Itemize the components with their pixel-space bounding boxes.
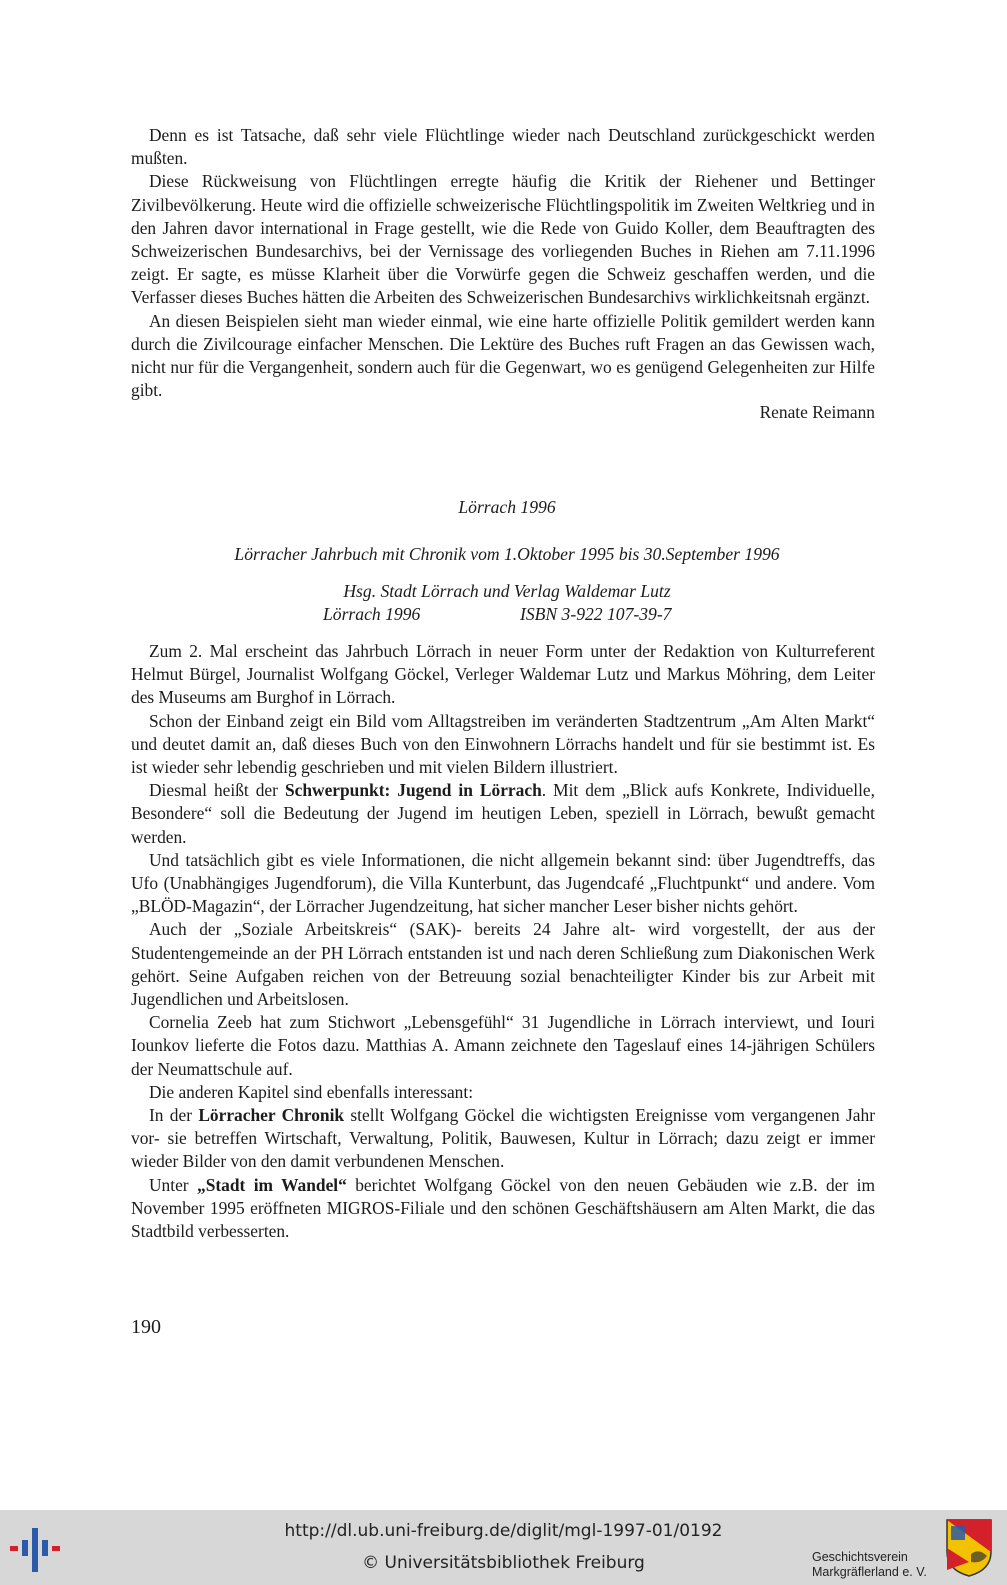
- society-line: Markgräflerland e. V.: [812, 1565, 927, 1579]
- book-publisher: Hsg. Stadt Lörrach und Verlag Waldemar Lutz: [343, 581, 671, 601]
- society-line: Geschichtsverein: [812, 1550, 908, 1564]
- book-title: Lörrach 1996: [458, 497, 556, 517]
- text-run: stellt Wolfgang Göckel die wichtigsten Ereignisse vom vergangenen Jahr vor- sie betreffen Wirtschaft, Verwaltung, Politik, Bauwesen, Kultur in Lörrach; dazu zeigt er immer wieder Bilder von den damit verbundenen Menschen.: [131, 1105, 875, 1172]
- page-number: 190: [131, 1316, 161, 1338]
- review-body: [131, 640, 875, 1243]
- text-run: Diesmal heißt der: [149, 780, 285, 801]
- paragraph: [131, 779, 875, 849]
- paragraph: An diesen Beispielen sieht man wieder einmal, wie eine harte offizielle Politik gemildert werden kann durch die Zivilcourage einfacher Menschen. Die Lektüre des Buches ruft Fragen an das Gewissen wach, nicht nur für die Vergangenheit, sondern auch für die Gegenwart, wo es genügend Gelegenheiten zur Hilfe gibt.: [131, 310, 875, 401]
- copyright-text: © Universitätsbibliothek Freiburg: [362, 1553, 645, 1573]
- footer-bar: [0, 1510, 1007, 1585]
- book-subtitle: Lörracher Jahrbuch mit Chronik vom 1.Oktober 1995 bis 30.September 1996: [234, 544, 780, 564]
- book-place-year: Lörrach 1996: [323, 604, 421, 624]
- text-run: In der: [149, 1105, 199, 1126]
- society-name: [812, 1550, 927, 1580]
- review-continuation: [131, 124, 875, 423]
- paragraph: Denn es ist Tatsache, daß sehr viele Flüchtlinge wieder nach Deutschland zurückgeschickt werden mußten.: [131, 125, 875, 169]
- review-author: Renate Reimann: [759, 402, 875, 423]
- paragraph: Diese Rückweisung von Flüchtlingen erregte häufig die Kritik der Riehener und Bettinger Zivilbevölkerung. Heute wird die offizielle schweizerische Flüchtlingspolitik im Zweiten Weltkrieg und in den Jahren davor international in Frage gestellt, wie die Rede von Guido Koller, dem Beauftragten des Schweizerischen Bundesarchivs, bei der Vernissage des vorliegenden Buches in Riehen am 7.11.1996 zeigt. Er sagte, es müsse Klarheit über die Vorwürfe gegen die Schweiz geschaffen werden, und die Verfasser dieses Buches hätten die Arbeiten des Schweizerischen Bundesarchivs wirklichkeitsnah ergänzt.: [131, 171, 875, 308]
- source-url-link[interactable]: http://dl.ub.uni-freiburg.de/diglit/mgl-1997-01/0192: [284, 1521, 723, 1541]
- paragraph: Zum 2. Mal erscheint das Jahrbuch Lörrach in neuer Form unter der Redaktion von Kulturreferent Helmut Bürgel, Journalist Wolfgang Göckel, Verleger Waldemar Lutz und Markus Möhring, dem Leiter des Museums am Burghof in Lörrach.: [131, 641, 875, 708]
- paragraph: Die anderen Kapitel sind ebenfalls interessant:: [149, 1081, 474, 1102]
- bold-heading: Schwerpunkt: Jugend in Lörrach: [284, 780, 542, 801]
- paragraph: Schon der Einband zeigt ein Bild vom Alltagstreiben im veränderten Stadtzentrum „Am Alten Markt“ und deutet damit an, daß dieses Buch von den Einwohnern Lörrachs handelt und für sie bestimmt ist. Es ist wieder sehr lebendig geschrieben und mit vielen Bildern illustriert.: [131, 710, 875, 778]
- bold-heading: „Stadt im Wandel“: [197, 1174, 347, 1195]
- text-run: Unter: [149, 1174, 197, 1195]
- paragraph: Cornelia Zeeb hat zum Stichwort „Lebensgefühl“ 31 Jugendliche in Lörrach interviewt, und Iouri Iounkov lieferte die Fotos dazu. Matthias A. Amann zeichnete den Tageslauf eines 14-jährigen Schülers der Neumattschule auf.: [131, 1012, 875, 1079]
- text-run: berichtet Wolfgang Göckel von den neuen Gebäuden wie z.B. der im November 1995 eröffneten MIGROS-Filiale und den schönen Geschäftshäusern am Alten Markt, die das Stadtbild verbesserten.: [131, 1174, 876, 1242]
- text-run: . Mit dem „Blick aufs Konkrete, Individuelle, Besondere“ soll die Bedeutung der Jugend im heutigen Leben, speziell in Lörrach, bewußt gemacht werden.: [131, 780, 875, 847]
- paragraph: Auch der „Soziale Arbeitskreis“ (SAK)- bereits 24 Jahre alt- wird vorgestellt, der aus der Studentengemeinde an der PH Lörrach entstanden ist und nach deren Schließung zum Diakonischen Werk gehört. Seine Aufgaben reichen von der Betreuung sozial benachteiligter Kinder bis zur Arbeit mit Jugendlichen und Arbeitslosen.: [131, 919, 875, 1010]
- book-isbn: ISBN 3-922 107-39-7: [520, 604, 672, 624]
- paragraph: [131, 1104, 875, 1174]
- paragraph: [131, 1174, 875, 1244]
- bold-heading: Lörracher Chronik: [198, 1105, 345, 1126]
- paragraph: Und tatsächlich gibt es viele Informationen, die nicht allgemein bekannt sind: über Jugendtreffs, das Ufo (Unabhängiges Jugendforum), die Villa Kunterbunt, das Jugendcafé „Fluchtpunkt“ und andere. Vom „BLÖD-Magazin“, der Lörracher Jugendzeitung, hat sicher mancher Leser bisher nichts gehört.: [131, 849, 875, 917]
- coat-of-arms-icon[interactable]: [945, 1518, 993, 1578]
